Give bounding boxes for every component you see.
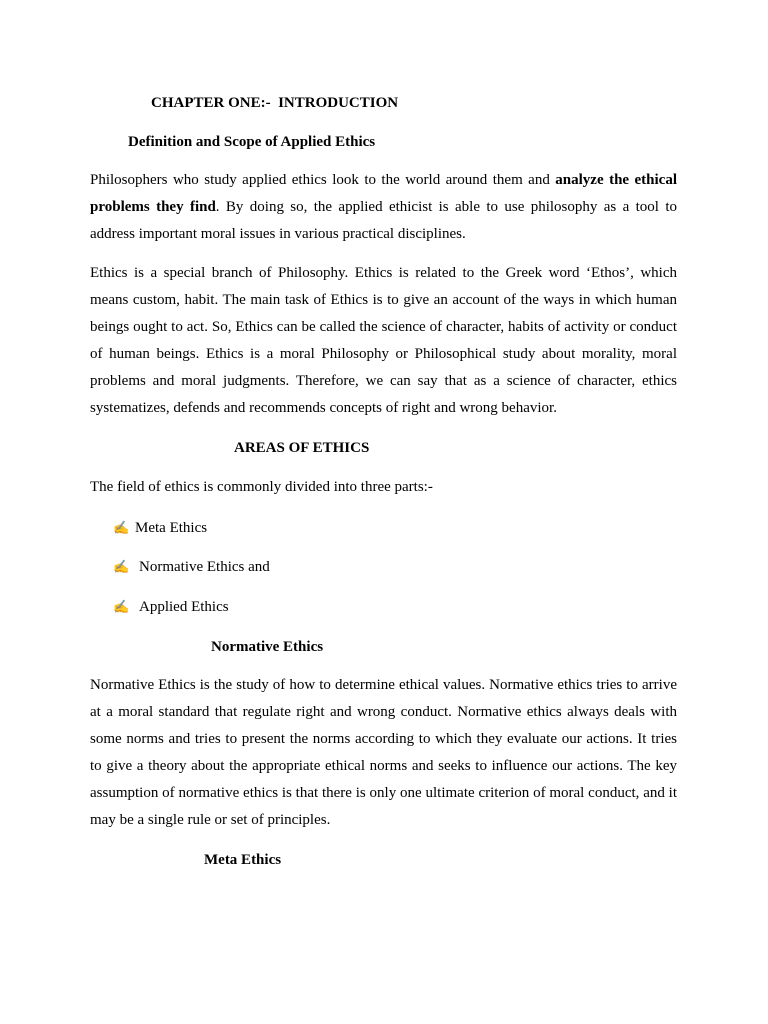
- paragraph-ethics-definition: Ethics is a special branch of Philosophy. Ethics is related to the Greek word ‘Ethos’, which means custom, habit. The main task of Ethics is to give an account of the ways in which human beings ought to act. So, Ethics can be called the science of character, habits of activity or conduct of human beings. Ethics is a moral Philosophy or Philosophical study about morality, moral problems and moral judgments. Therefore, we can say that as a science of character, ethics systematizes, defends and recommends concepts of right and wrong behavior.: [90, 265, 677, 416]
- writing-hand-icon: ✍: [113, 520, 130, 535]
- list-item-label: Applied Ethics: [139, 599, 229, 615]
- paragraph-text: Philosophers who study applied ethics look to the world around them and: [90, 172, 556, 188]
- list-item: [113, 558, 270, 576]
- meta-ethics-title: Meta Ethics: [204, 852, 282, 868]
- areas-title: AREAS OF ETHICS: [234, 440, 370, 456]
- chapter-title: CHAPTER ONE:- INTRODUCTION: [151, 95, 399, 111]
- list-item: [113, 598, 229, 616]
- areas-intro: The field of ethics is commonly divided into three parts:-: [90, 479, 433, 495]
- paragraph-normative-ethics: Normative Ethics is the study of how to determine ethical values. Normative ethics tries to arrive at a moral standard that regulate right and wrong conduct. Normative ethics always deals with some norms and tries to present the norms according to which they evaluate our actions. It tries to give a theory about the appropriate ethical norms and seeks to influence our actions. The key assumption of normative ethics is that there is only one ultimate criterion of moral conduct, and it may be a single rule or set of principles.: [90, 677, 677, 828]
- bold-phrase: analyze the ethical problems they find: [90, 172, 677, 215]
- list-item: [113, 519, 207, 537]
- normative-ethics-title: Normative Ethics: [211, 639, 324, 655]
- paragraph-text: . By doing so, the applied ethicist is able to use philosophy as a tool to address important moral issues in various practical disciplines.: [90, 199, 677, 242]
- writing-hand-icon: ✍: [113, 599, 130, 614]
- writing-hand-icon: ✍: [113, 559, 130, 574]
- list-item-label: Normative Ethics and: [139, 559, 270, 575]
- list-item-label: Meta Ethics: [135, 520, 208, 536]
- paragraph-applied-ethics: [90, 167, 677, 248]
- section-title: Definition and Scope of Applied Ethics: [128, 134, 376, 150]
